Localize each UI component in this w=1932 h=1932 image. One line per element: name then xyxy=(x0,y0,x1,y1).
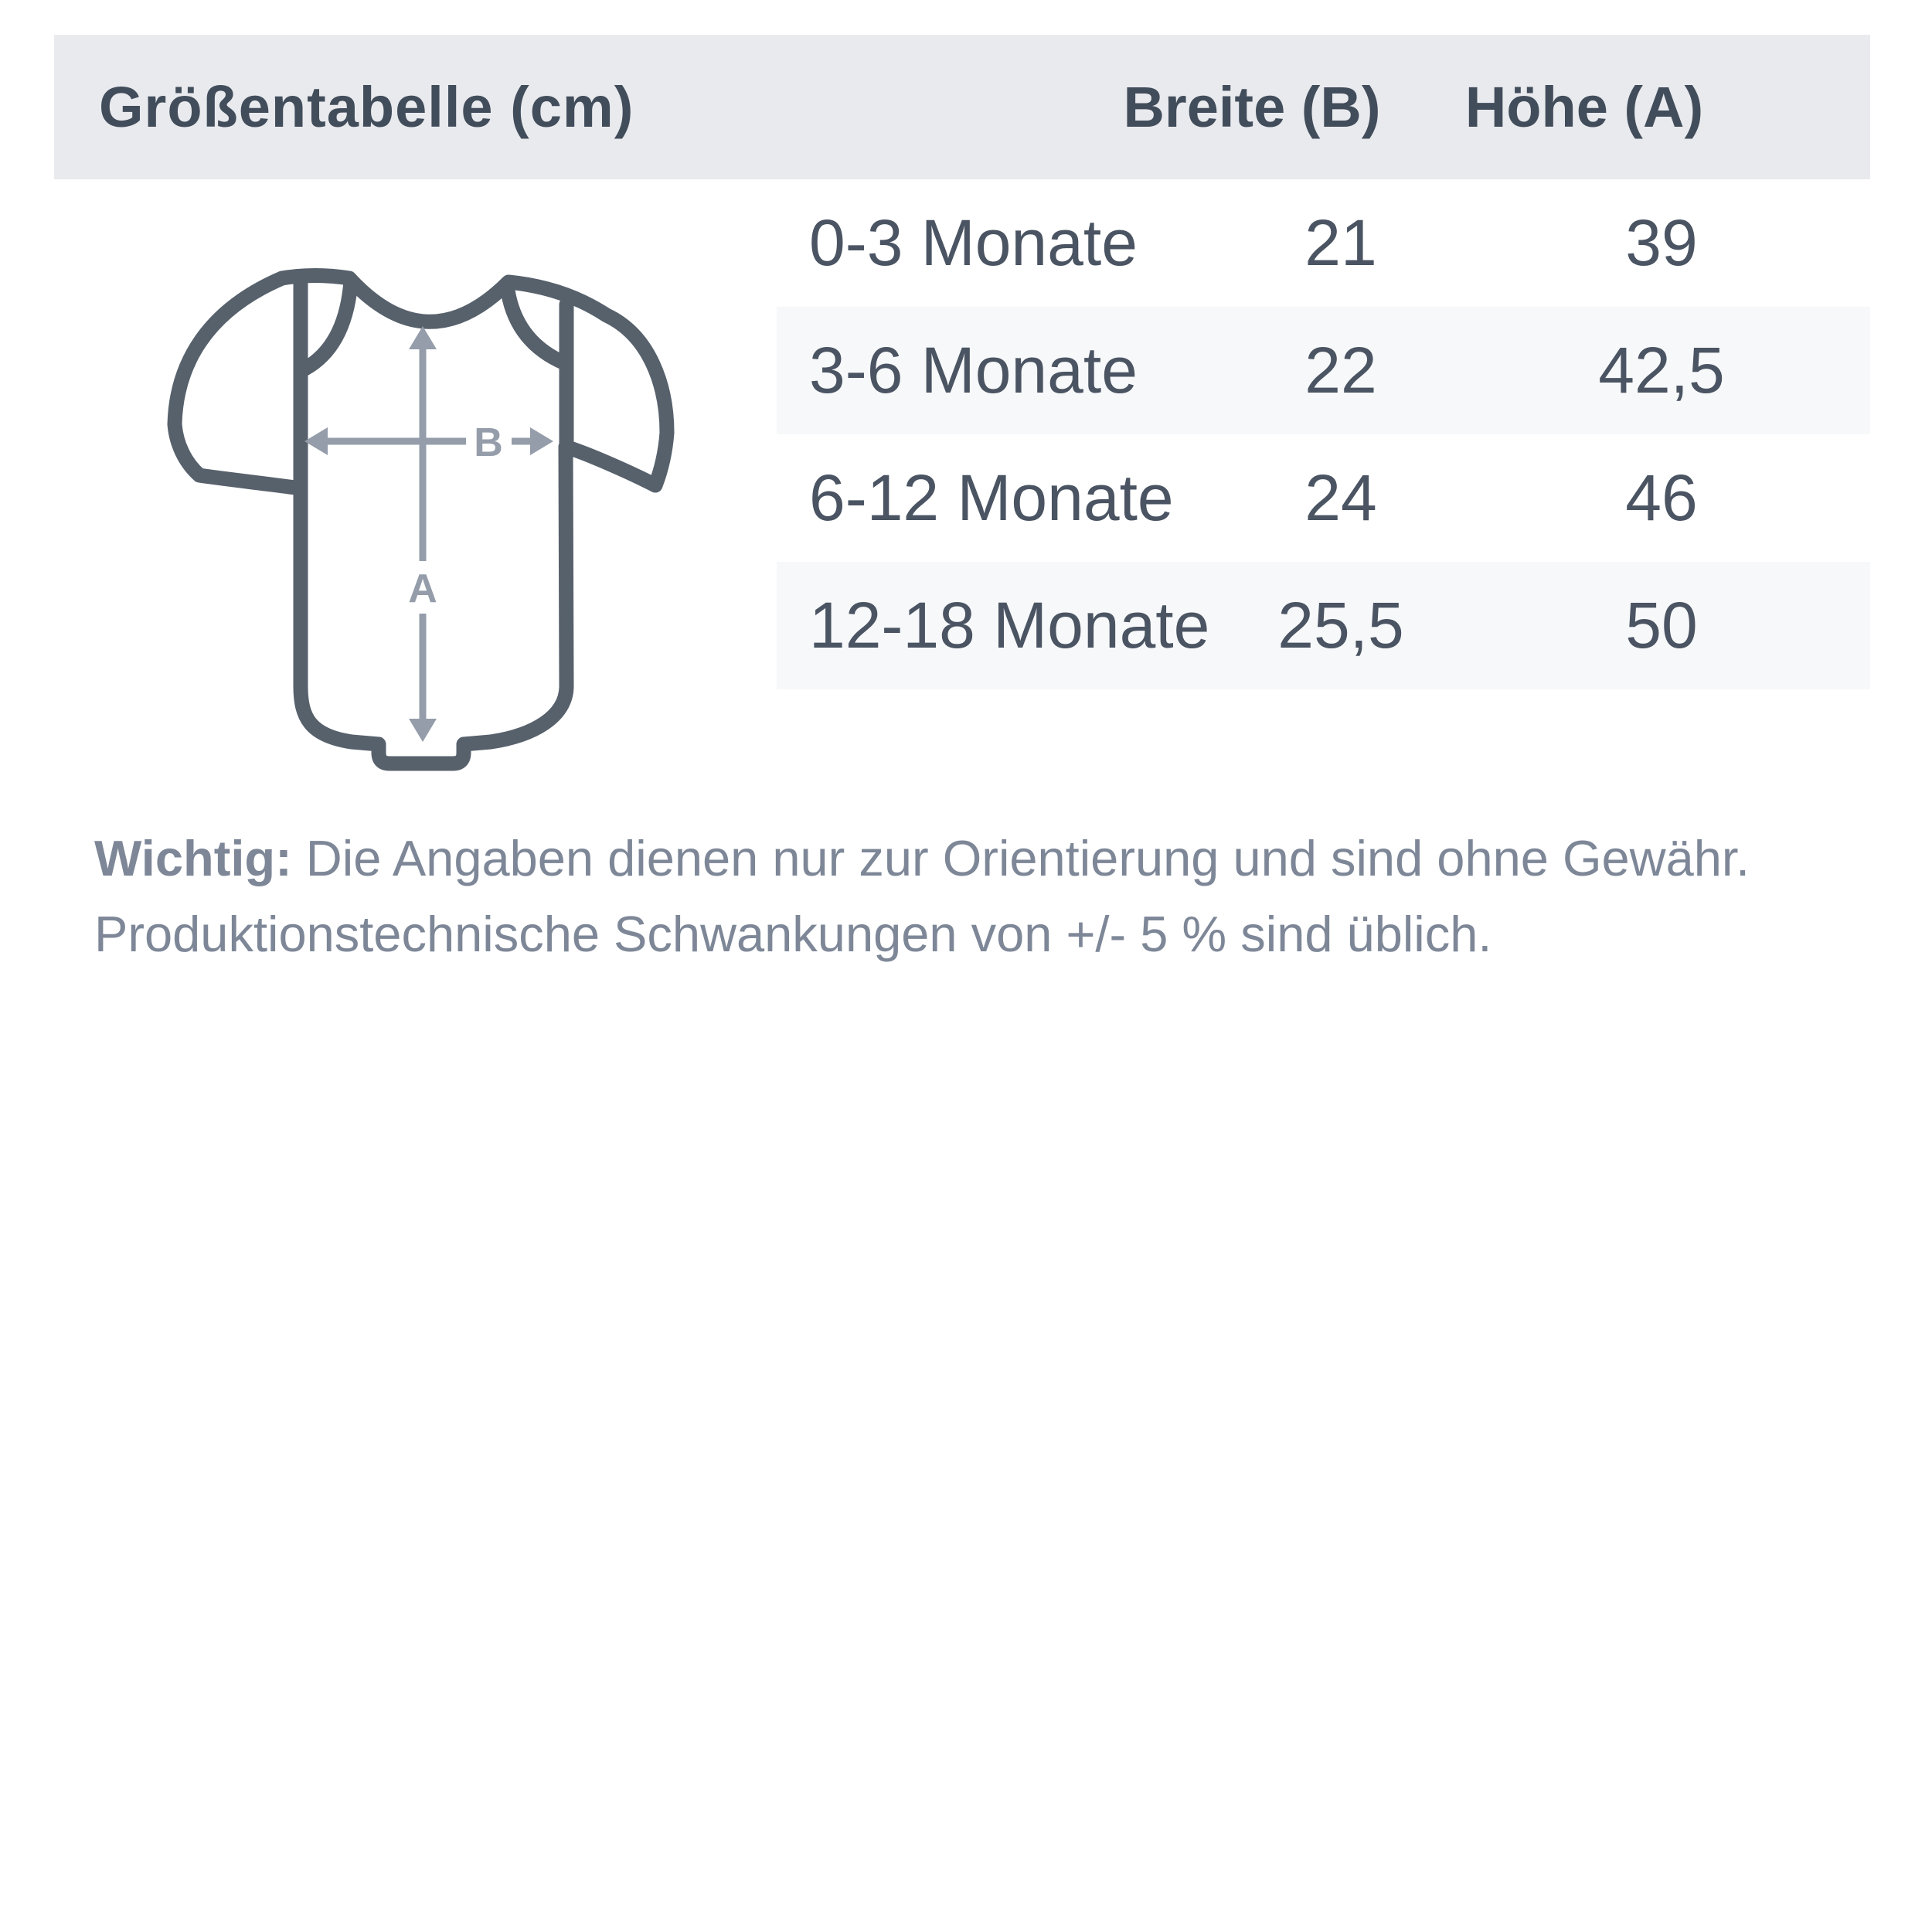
row-label: 3-6 Monate xyxy=(809,334,1138,406)
hoehe-value: 42,5 xyxy=(1598,334,1725,406)
disclaimer-line-2: Produktionstechnische Schwankungen von +/- 5 % sind üblich. xyxy=(94,906,1492,962)
hoehe-value: 50 xyxy=(1625,589,1698,662)
size-table-header xyxy=(54,35,1870,179)
page-title: Größentabelle (cm) xyxy=(99,75,634,139)
row-label: 6-12 Monate xyxy=(809,461,1174,534)
row-label: 12-18 Monate xyxy=(809,589,1210,662)
table-row xyxy=(777,307,1870,434)
height-label: A xyxy=(408,566,437,611)
column-header-breite: Breite (B) xyxy=(1123,75,1381,139)
breite-value: 25,5 xyxy=(1277,589,1404,662)
disclaimer-line-1 xyxy=(94,821,1895,896)
row-label: 0-3 Monate xyxy=(809,206,1138,279)
breite-value: 22 xyxy=(1304,334,1377,406)
disclaimer-note xyxy=(94,821,1895,972)
column-header-hoehe: Höhe (A) xyxy=(1464,75,1704,139)
hoehe-value: 46 xyxy=(1625,461,1698,534)
size-table-body xyxy=(777,179,1870,689)
width-arrow-b xyxy=(304,427,553,455)
table-row xyxy=(777,434,1870,562)
table-row xyxy=(777,179,1870,307)
width-label: B xyxy=(474,420,503,465)
table-row xyxy=(777,562,1870,689)
hoehe-value: 39 xyxy=(1625,206,1698,279)
disclaimer-line-1-text: Die Angaben dienen nur zur Orientierung und sind ohne Gewähr. xyxy=(291,830,1750,886)
measurement-arrows xyxy=(304,326,553,742)
breite-value: 21 xyxy=(1304,206,1377,279)
baby-bodysuit-diagram xyxy=(151,255,699,781)
disclaimer-prefix: Wichtig: xyxy=(94,830,292,886)
breite-value: 24 xyxy=(1304,461,1377,534)
height-arrow-a xyxy=(409,326,437,742)
